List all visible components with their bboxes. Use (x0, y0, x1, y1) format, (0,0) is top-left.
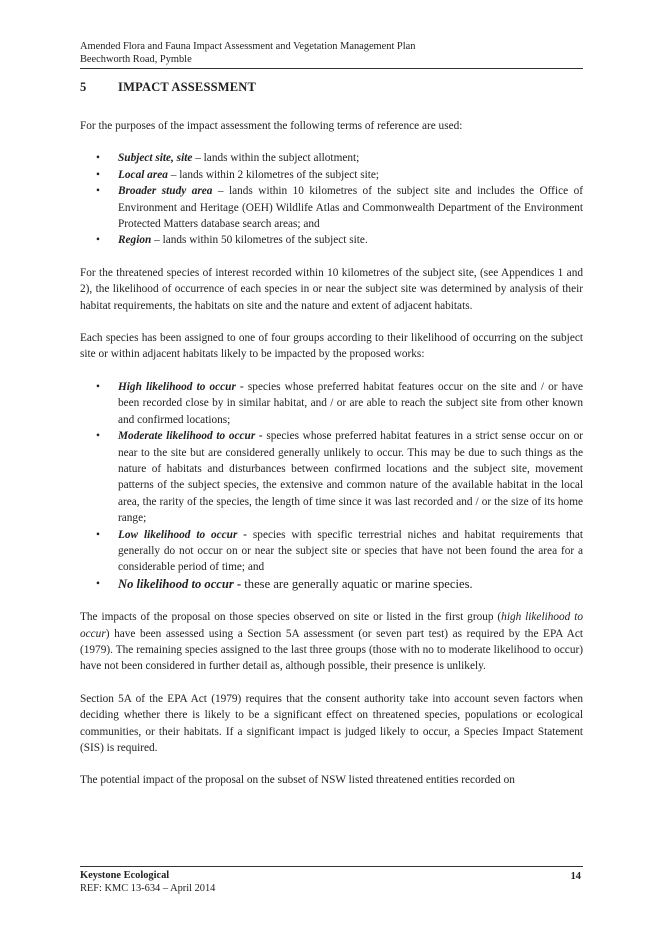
impact-assessment-paragraph (80, 609, 583, 675)
header-title: Amended Flora and Fauna Impact Assessment and Vegetation Management Plan (80, 41, 416, 52)
term-label: Region (118, 234, 152, 247)
term-label: Subject site, site (118, 152, 193, 165)
footer-company: Keystone Ecological (80, 870, 170, 881)
group-label: High likelihood to occur - (118, 380, 244, 393)
term-definition: – lands within 50 kilometres of the subject site. (151, 234, 368, 247)
group-description: species whose preferred habitat features occur on the site and / or have been recorded close by in similar habitat, and / or are able to reach the subject site from other known and confirmed locations; (118, 380, 583, 426)
text-run: The impacts of the proposal on those species observed on site or listed in the first group ( (80, 611, 502, 624)
groups-intro-paragraph: Each species has been assigned to one of four groups according to their likelihood of occurring on the subject site or within adjacent habitats likely to be impacted by the proposed works: (80, 332, 583, 361)
list-item (118, 150, 583, 166)
group-description: species whose preferred habitat features in a strict sense occur on or near to the site but are considered generally unlikely to occur. This may be due to such things as the nature of habitats and disturbances between confirmed locations and the subject site, movement patterns of the subject species, the extensive and common nature of the available habitat in the local area, the rarity of the species, the length of time since it was last recorded and / or the size of its home range; (118, 430, 583, 525)
section-heading (80, 80, 256, 95)
list-item (118, 379, 583, 428)
text-run: ) have been assessed using a Section 5A assessment (or seven part test) as required by the EPA Act (1979). The remaining species assigned to the last three groups (those with no to moderate likelihood to occur) have not been considered in further detail as, although possible, their presence is unlikely. (80, 627, 583, 673)
list-item (118, 527, 583, 576)
page-footer (80, 866, 583, 895)
group-description: these are generally aquatic or marine species. (241, 576, 473, 591)
term-definition: – lands within 10 kilometres of the subject site and includes the Office of Environment and Heritage (OEH) Wildlife Atlas and Commonwealth Department of the Environment Protected Matters database search areas; and (118, 185, 583, 231)
page-number: 14 (570, 871, 581, 882)
list-item (118, 576, 583, 593)
list-item (118, 428, 583, 526)
section-number: 5 (80, 80, 87, 94)
likelihood-groups-list (80, 379, 583, 593)
list-item (118, 167, 583, 183)
header-subtitle: Beechworth Road, Pymble (80, 54, 192, 65)
potential-impact-paragraph: The potential impact of the proposal on the subset of NSW listed threatened entities recorded on (80, 774, 515, 787)
list-item (118, 232, 583, 248)
terms-list (80, 150, 583, 248)
term-label: Broader study area (118, 185, 213, 198)
list-item (118, 183, 583, 232)
section-title: IMPACT ASSESSMENT (118, 80, 257, 94)
intro-paragraph: For the purposes of the impact assessment the following terms of reference are used: (80, 120, 463, 132)
term-definition: – lands within the subject allotment; (192, 152, 360, 165)
term-label: Local area (118, 168, 168, 181)
footer-reference: REF: KMC 13-634 – April 2014 (80, 883, 216, 894)
group-description: species with specific terrestrial niches and habitat requirements that generally do not occur on or near the subject site or species that have not been found the area for a considerable period of time; and (118, 528, 583, 574)
italic-run: high likelihood to occur (80, 611, 583, 640)
page-header (80, 40, 583, 69)
likelihood-method-paragraph: For the threatened species of interest recorded within 10 kilometres of the subject site, (see Appendices 1 and 2), the likelihood of occurrence of each species in or near the subject site was determined by analysis of their habitat requirements, the habitats on site and the nature and extent of adjacent habitats. (80, 266, 583, 312)
group-label: No likelihood to occur - (118, 576, 242, 591)
body-content (80, 118, 583, 805)
term-definition: – lands within 2 kilometres of the subject site; (167, 168, 380, 181)
group-label: Moderate likelihood to occur - (118, 430, 263, 443)
group-label: Low likelihood to occur - (118, 528, 248, 541)
section-5a-paragraph: Section 5A of the EPA Act (1979) requires that the consent authority take into account seven factors when deciding whether there is likely to be a significant effect on threatened species, populations or ecological communities, or their habitats. If a significant impact is judged likely to occur, a Species Impact Statement (SIS) is required. (80, 692, 583, 754)
